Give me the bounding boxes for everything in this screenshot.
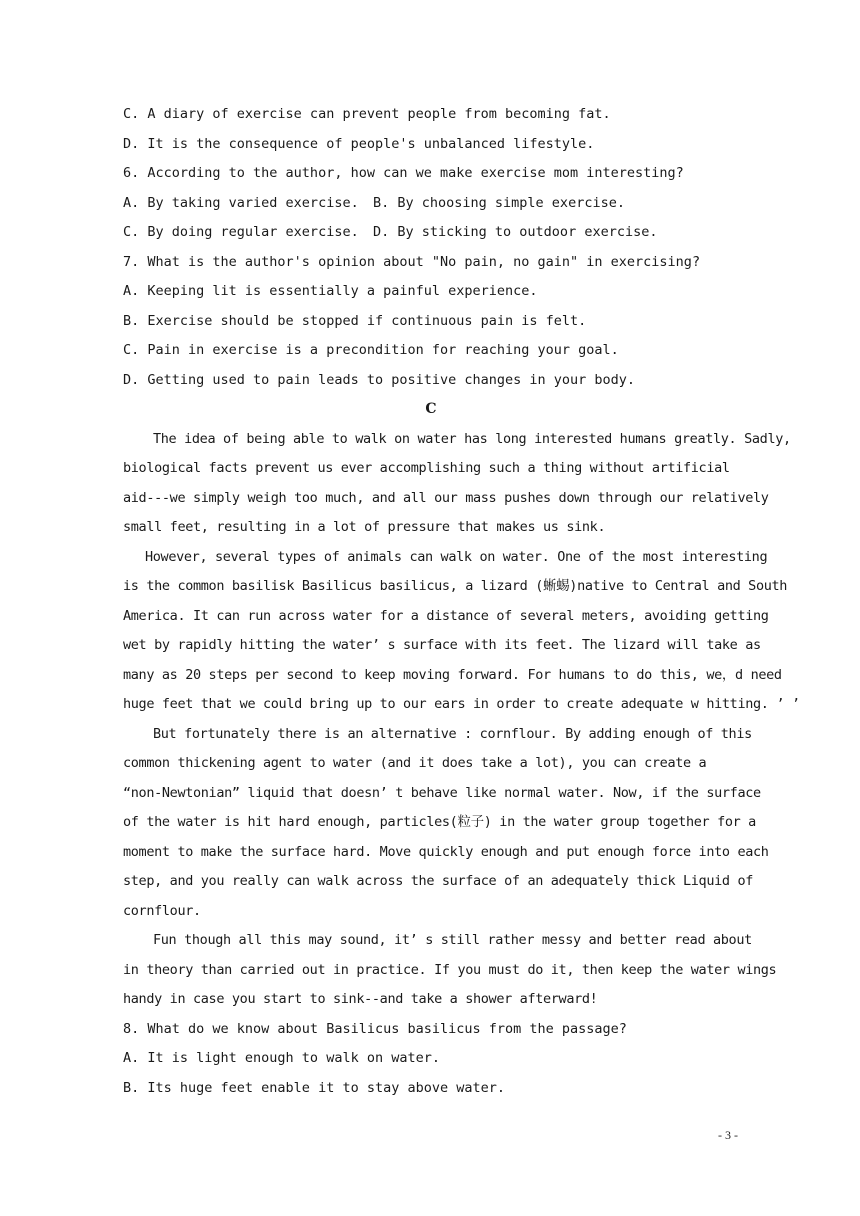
passage-line: “non-Newtonian” liquid that doesn’ t behave like normal water. Now, if the surface [123, 784, 761, 801]
passage-line: Fun though all this may sound, it’ s still rather messy and better read about [153, 932, 752, 948]
passage-line: America. It can run across water for a distance of several meters, avoiding getting [123, 607, 769, 624]
passage-line: biological facts prevent us ever accomplishing such a thing without artificial [123, 460, 730, 476]
passage-line: But fortunately there is an alternative : cornflour. By adding enough of this [153, 725, 752, 742]
passage-line: moment to make the surface hard. Move quickly enough and put enough force into each [123, 843, 769, 860]
passage-line: many as 20 steps per second to keep moving forward. For humans to do this, we，d need [123, 666, 782, 683]
passage-line: common thickening agent to water (and it does take a lot), you can create a [123, 755, 707, 771]
q7-option-b: B. Exercise should be stopped if continuous pain is felt. [123, 312, 587, 329]
q6-option-d: D. By sticking to outdoor exercise. [373, 224, 658, 240]
passage-line: cornflour. [123, 902, 201, 919]
question-6: 6. According to the author, how can we make exercise mom interesting? [123, 165, 684, 181]
page-number: - 3 - [718, 1128, 738, 1142]
passage-line: huge feet that we could bring up to our ears in order to create adequate w hitting. ’ ’ [123, 696, 800, 712]
passage-line: wet by rapidly hitting the water’ s surface with its feet. The lizard will take as [123, 637, 761, 653]
passage-line: of the water is hit hard enough, particles(粒子) in the water group together for a [123, 814, 756, 830]
passage-line: The idea of being able to walk on water has long interested humans greatly. Sadly, [153, 430, 791, 447]
section-heading: C [425, 401, 437, 417]
q7-option-c: C. Pain in exercise is a precondition for reaching your goal. [123, 342, 619, 358]
passage-line: in theory than carried out in practice. If you must do it, then keep the water wings [123, 961, 777, 978]
q6-option-b: B. By choosing simple exercise. [373, 194, 625, 211]
passage-line: is the common basilisk Basilicus basilicus, a lizard (蜥蜴)native to Central and South [123, 578, 788, 594]
document-page [123, 100, 800, 1103]
passage-line: However, several types of animals can walk on water. One of the most interesting [145, 548, 768, 565]
q6-options-row-1 [123, 189, 739, 219]
passage-line: step, and you really can walk across the surface of an adequately thick Liquid of [123, 873, 753, 889]
q7-option-d: D. Getting used to pain leads to positive changes in your body. [123, 371, 636, 388]
passage-line: aid---we simply weigh too much, and all our mass pushes down through our relatively [123, 489, 769, 506]
q6-option-a: A. By taking varied exercise. [123, 194, 359, 211]
question-7: 7. What is the author's opinion about "No pain, no gain" in exercising? [123, 253, 701, 270]
q6-options-row-2 [123, 218, 739, 248]
passage-line: handy in case you start to sink--and take a shower afterward! [123, 991, 598, 1007]
q6-option-c: C. By doing regular exercise. [123, 224, 359, 240]
q7-option-a: A. Keeping lit is essentially a painful experience. [123, 283, 538, 299]
option-line: C. A diary of exercise can prevent people from becoming fat. [123, 106, 611, 122]
q8-option-a: A. It is light enough to walk on water. [123, 1050, 440, 1066]
q8-option-b: B. Its huge feet enable it to stay above water. [123, 1079, 506, 1096]
question-8: 8. What do we know about Basilicus basilicus from the passage? [123, 1020, 627, 1037]
option-line: D. It is the consequence of people's unbalanced lifestyle. [123, 135, 595, 152]
passage-line: small feet, resulting in a lot of pressure that makes us sink. [123, 519, 606, 535]
